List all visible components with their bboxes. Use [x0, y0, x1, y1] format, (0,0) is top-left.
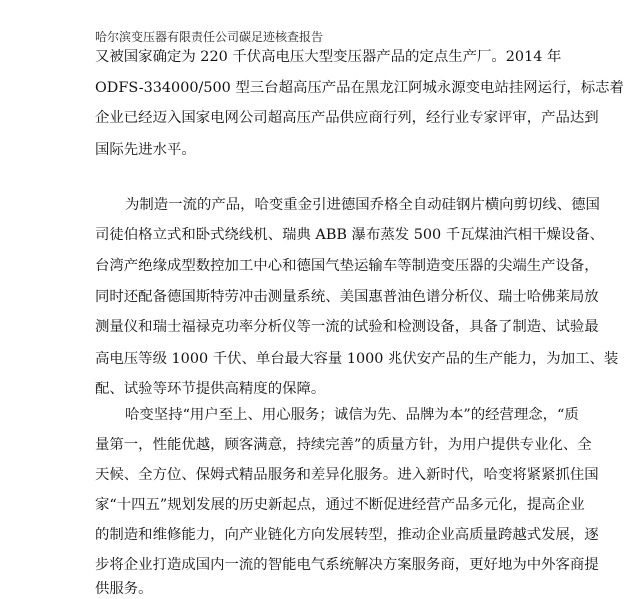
paragraph-2-line-5: 测量仪和瑞士福禄克功率分析仪等一流的试验和检测设备，具备了制造、试验最: [95, 319, 599, 335]
paragraph-2-line-3: 台湾产绝缘成型数控加工中心和德国气垫运输车等制造变压器的尖端生产设备，: [95, 258, 599, 274]
paragraph-1-line-1: 又被国家确定为 220 千伏高电压大型变压器产品的定点生产厂。2014 年: [95, 49, 562, 65]
paragraph-2-line-1: 为制造一流的产品，哈变重金引进德国乔格全自动硅钢片横向剪切线、德国: [125, 197, 600, 213]
paragraph-3-line-5: 的制造和维修能力，向产业链化方向发展转型，推动企业高质量跨越式发展，逐: [95, 527, 599, 543]
paragraph-2-line-2: 司徒伯格立式和卧式绕线机、瑞典 ABB 瀑布蒸发 500 千瓦煤油汽相干燥设备、: [95, 227, 605, 243]
paragraph-2-line-6: 高电压等级 1000 千伏、单台最大容量 1000 兆伏安产品的生产能力，为加工、装: [95, 351, 619, 367]
report-header: 哈尔滨变压器有限责任公司碳足迹核查报告: [95, 30, 324, 44]
paragraph-3-line-7: 供服务。: [95, 581, 153, 597]
paragraph-2-line-4: 同时还配备德国斯特劳冲击测量系统、美国惠普油色谱分析仪、瑞士哈佛莱局放: [95, 289, 599, 305]
paragraph-2-line-7: 配、试验等环节提供高精度的保障。: [95, 381, 326, 397]
paragraph-3-line-3: 天候、全方位、保姆式精品服务和差异化服务。进入新时代，哈变将紧紧抓住国: [95, 467, 599, 483]
paragraph-3-line-2: 量第一，性能优越，顾客满意，持续完善”的质量方针，为用户提供专业化、全: [95, 437, 592, 453]
paragraph-3-line-4: 家“十四五”规划发展的历史新起点，通过不断促进经营产品多元化，提高企业: [95, 497, 585, 513]
paragraph-1-line-2: ODFS-334000/500 型三台超高压产品在黑龙江阿城永源变电站挂网运行，标志着: [95, 80, 624, 96]
paragraph-3-line-6: 步将企业打造成国内一流的智能电气系统解决方案服务商，更好地为中外客商提: [95, 557, 599, 573]
paragraph-3-line-1: 哈变坚持“用户至上、用心服务；诚信为先、品牌为本”的经营理念，“质: [125, 407, 579, 423]
paragraph-1-line-3: 企业已经迈入国家电网公司超高压产品供应商行列，经行业专家评审，产品达到: [95, 110, 599, 126]
paragraph-1-line-4: 国际先进水平。: [95, 142, 196, 158]
